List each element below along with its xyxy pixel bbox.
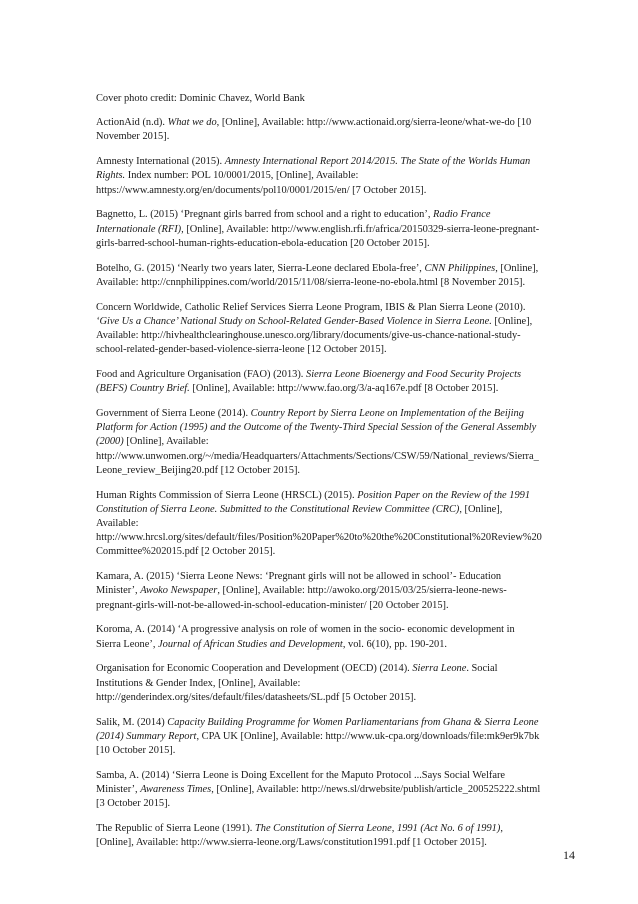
reference-entry [96,662,542,705]
page-number: 14 [563,848,575,862]
reference-entry [96,301,542,358]
reference-text: Food and Agriculture Organisation (FAO) (2013). [96,369,306,381]
reference-text: , vol. 6(10), pp. 190-201. [342,638,448,650]
reference-entry [96,262,542,290]
reference-entry [96,623,542,651]
reference-entry [96,570,542,613]
reference-text: Organisation for Economic Cooperation and Development (OECD) (2014). [96,663,413,675]
reference-text: , [Online], Available: http://news.sl/drwebsite/publish/article_200525222.shtml [3 October 2015]. [96,784,541,810]
reference-text: Samba, A. (2014) ‘Sierra Leone is Doing Excellent for the Maputo Protocol ...Says Social Welfare Minister’, [96,769,506,796]
reference-title: ‘Give Us a Chance’ National Study on School-Related Gender-Based Violence in Sierra Leone. [96,315,492,327]
reference-entry [96,716,542,759]
reference-title: Sierra Leone [412,663,467,675]
reference-text: , [Online], Available: http://www.actionaid.org/sierra-leone/what-we-do [10 November 2015]. [96,117,532,143]
reference-text: [Online], Available: http://www.fao.org/3/a-aq167e.pdf [8 October 2015]. [189,383,499,395]
reference-text: , [Online], Available: http://www.hrcsl.org/sites/default/files/Position%20Paper%20to%20the%20Constitutional%20Review%20Committee%202015.pdf [2 October 2015]. [96,503,542,558]
reference-text: Botelho, G. (2015) ‘Nearly two years later, Sierra-Leone declared Ebola-free’, [96,262,425,274]
reference-text: Concern Worldwide, Catholic Relief Services Sierra Leone Program, IBIS & Plan Sierra Leone (2010). [96,301,526,313]
reference-title: Sierra Leone Bioenergy and Food Security Projects (BEFS) Country Brief. [96,369,522,395]
reference-entry [96,822,542,850]
reference-text: Government of Sierra Leone (2014). [96,408,251,420]
reference-title: The Constitution of Sierra Leone, 1991 (Act No. 6 of 1991) [254,823,501,835]
reference-title: Radio France Internationale (RFI), [96,209,491,235]
reference-text: Human Rights Commission of Sierra Leone (HRSCL) (2015). [96,489,358,501]
reference-entry [96,208,542,251]
reference-title: Journal of African Studies and Development [158,638,343,650]
reference-entry [96,116,542,144]
reference-text: ActionAid (n.d). [96,117,168,129]
reference-text: , [Online], Available: http://awoko.org/2015/03/25/sierra-leone-news-pregnant-girls-will-not-be-allowed-in-school-education-minister/ [20 October 2015]. [96,585,507,611]
reference-title: Position Paper on the Review of the 1991 Constitution of Sierra Leone. Submitted to the Constitutional Review Committee (CRC) [96,489,531,515]
reference-text: Index number: POL 10/0001/2015, [Online], Available: https://www.amnesty.org/en/documents/pol10/0001/2015/en/ [7 October 2015]. [96,170,427,196]
reference-text: , [Online], Available: http://www.sierra-leone.org/Laws/constitution1991.pdf [1 October 2015]. [96,823,503,849]
reference-text: , CPA UK [Online], Available: http://www.uk-cpa.org/downloads/file:mk9er9k7bk [10 October 2015]. [96,730,540,757]
reference-entry [96,155,542,198]
reference-text: The Republic of Sierra Leone (1991). [96,823,255,835]
reference-entry [96,407,542,478]
reference-list [96,92,542,861]
reference-title: Amnesty International Report 2014/2015. The State of the Worlds Human Rights. [96,156,531,182]
reference-text: Kamara, A. (2015) ‘Sierra Leone News: ‘Pregnant girls will not be allowed in school’- Education Minister’, [96,571,502,597]
references [96,116,542,850]
reference-entry [96,769,542,812]
reference-title: CNN Philippines [424,262,496,274]
reference-entry [96,368,542,396]
reference-text: . Social Institutions & Gender Index, [Online], Available: http://genderindex.org/sites/default/files/datasheets/SL.pdf [5 October 2015]. [96,663,498,703]
reference-title: Awoko Newspaper [140,585,218,597]
reference-text: , [Online], Available: http://cnnphilippines.com/world/2015/11/08/sierra-leone-no-ebola.html [8 November 2015]. [96,262,539,288]
reference-text: Amnesty International (2015). [96,156,225,168]
reference-text: [Online], Available: http://hivhealthclearinghouse.unesco.org/library/documents/give-us-chance-national-study-school-related-gender-based-violence-sierra-leone [12 October 2015]. [96,315,533,356]
reference-text: [Online], Available: http://www.unwomen.org/~/media/Headquarters/Attachments/Sections/CSW/59/National_reviews/Sierra_Leone_review_Beijing20.pdf [12 October 2015]. [96,436,539,476]
reference-text: Koroma, A. (2014) ‘A progressive analysis on role of women in the socio- economic development in Sierra Leone’, [96,624,515,650]
reference-title: Country Report by Sierra Leone on Implementation of the Beijing Platform for Action (1995) and the Outcome of the Twenty-Third Special Session of the General Assembly (2000) [96,408,537,448]
reference-text: Salik, M. (2014) [96,716,168,728]
reference-title: Awareness Times [140,784,212,796]
reference-title: Capacity Building Programme for Women Parliamentarians from Ghana & Sierra Leone (2014) Summary Report [96,716,539,742]
reference-title: What we do [167,117,217,129]
reference-text: Bagnetto, L. (2015) ‘Pregnant girls barred from school and a right to education’, [96,209,434,221]
reference-entry [96,489,542,560]
cover-photo-credit: Cover photo credit: Dominic Chavez, World Bank [96,93,305,104]
reference-text: [Online], Available: http://www.english.rfi.fr/africa/20150329-sierra-leone-pregnant-girls-barred-school-human-rights-education-ebola-education [20 October 2015]. [96,223,540,249]
